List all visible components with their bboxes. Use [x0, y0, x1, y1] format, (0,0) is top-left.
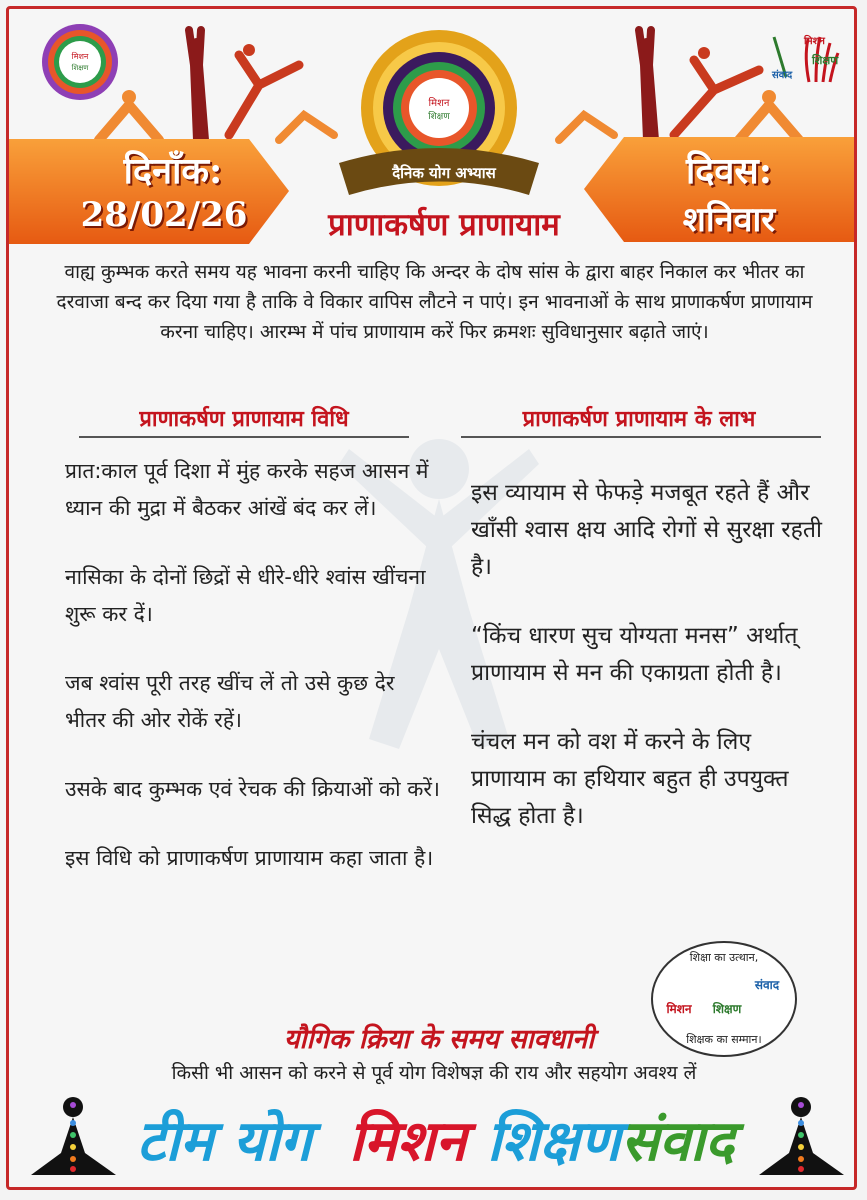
caution-title: यौगिक क्रिया के समय सावधानी [283, 1024, 595, 1055]
method-heading-underline [79, 436, 409, 438]
method-step: नासिका के दोनों छिद्रों से धीरे-धीरे श्वांस खींचना शुरू कर दें। [65, 565, 426, 626]
brand-text-shikshan: शिक्षण [812, 54, 839, 67]
brand-text-mission: मिशन [804, 36, 825, 47]
benefits-list [471, 475, 831, 867]
meditation-chakra-left-icon [21, 1093, 126, 1185]
meditation-chakra-right-icon [754, 1093, 849, 1185]
method-step: जब श्वांस पूरी तरह खींच लें तो उसे कुछ देर भीतर की ओर रोकें रहें। [65, 671, 395, 732]
benefit-item: “किंच धारण सुच योग्यता मनस” अर्थात् प्राणायाम से मन की एकाग्रता होती है। [471, 623, 798, 686]
seal-top-text: शिक्षा का उत्थान, [689, 951, 759, 964]
method-step: उसके बाद कुम्भक एवं रेचक की क्रियाओं को करें। [65, 777, 440, 801]
svg-text:शिक्षण: शिक्षण [428, 112, 450, 122]
benefit-item: चंचल मन को वश में करने के लिए प्राणायाम का हथियार बहुत ही उपयुक्त सिद्ध होता है। [471, 729, 789, 829]
date-label: दिनाँक: [123, 150, 223, 192]
day-value: शनिवार [682, 200, 776, 240]
benefit-item: इस व्यायाम से फेफड़े मजबूत रहते हैं और खाँसी श्वास क्षय आदि रोगों से सुरक्षा रहती है। [471, 480, 822, 580]
yoga-poses-left-icon [89, 25, 339, 145]
method-steps [65, 453, 440, 909]
footer-team-yog: टीम योग [137, 1108, 312, 1174]
intro-paragraph: वाह्य कुम्भक करते समय यह भावना करनी चाहिए कि अन्दर के दोष सांस के द्वारा बाहर निकाल कर भीतर का दरवाजा बन्द कर दिया गया है ताकि वे विकार वापिस लौटने न पाएं। इन भावनाओं के साथ प्राणाकर्षण प्राणायाम करना चाहिए। आरम्भ में पांच प्राणायाम करें फिर क्रमशः सुविधानुसार बढ़ाते जाएं। [56, 261, 813, 343]
footer-mission: मिशन [349, 1108, 467, 1174]
seal-bottom-text: शिक्षक का सम्मान। [686, 1033, 762, 1046]
day-label: दिवस: [685, 150, 773, 192]
method-step: प्रात:काल पूर्व दिशा में मुंह करके सहज आसन में ध्यान की मुद्रा में बैठकर आंखें बंद कर लें। [65, 459, 429, 520]
seal-brand-mission: मिशन [666, 1002, 692, 1016]
svg-text:मिशन: मिशन [71, 52, 89, 61]
svg-text:मिशन: मिशन [428, 98, 450, 109]
footer-samvad: संवाद [621, 1108, 735, 1174]
brand-text-samvad: संवाद [772, 70, 793, 81]
benefits-heading: प्राणाकर्षण प्राणायाम के लाभ [522, 406, 756, 432]
poster-frame [6, 6, 857, 1190]
badge-caption: दैनिक योग अभ्यास [392, 164, 496, 182]
seal-brand-shikshan: शिक्षण [712, 1002, 742, 1016]
yoga-poses-right-icon [554, 25, 804, 145]
seal-brand-samvad: संवाद [754, 978, 780, 992]
caution-text: किसी भी आसन को करने से पूर्व योग विशेषज्ञ की राय और सहयोग अवश्य लें [171, 1062, 697, 1084]
benefits-heading-underline [461, 436, 821, 438]
daily-yoga-badge-icon [319, 23, 559, 213]
footer-shikshan: शिक्षण [487, 1108, 621, 1174]
page-title: प्राणाकर्षण प्राणायाम [328, 207, 560, 243]
method-step: इस विधि को प्राणाकर्षण प्राणायाम कहा जाता है। [65, 846, 434, 870]
svg-text:शिक्षण: शिक्षण [71, 64, 89, 72]
method-heading: प्राणाकर्षण प्राणायाम विधि [139, 406, 349, 432]
date-value: 28/02/26 [80, 195, 248, 235]
